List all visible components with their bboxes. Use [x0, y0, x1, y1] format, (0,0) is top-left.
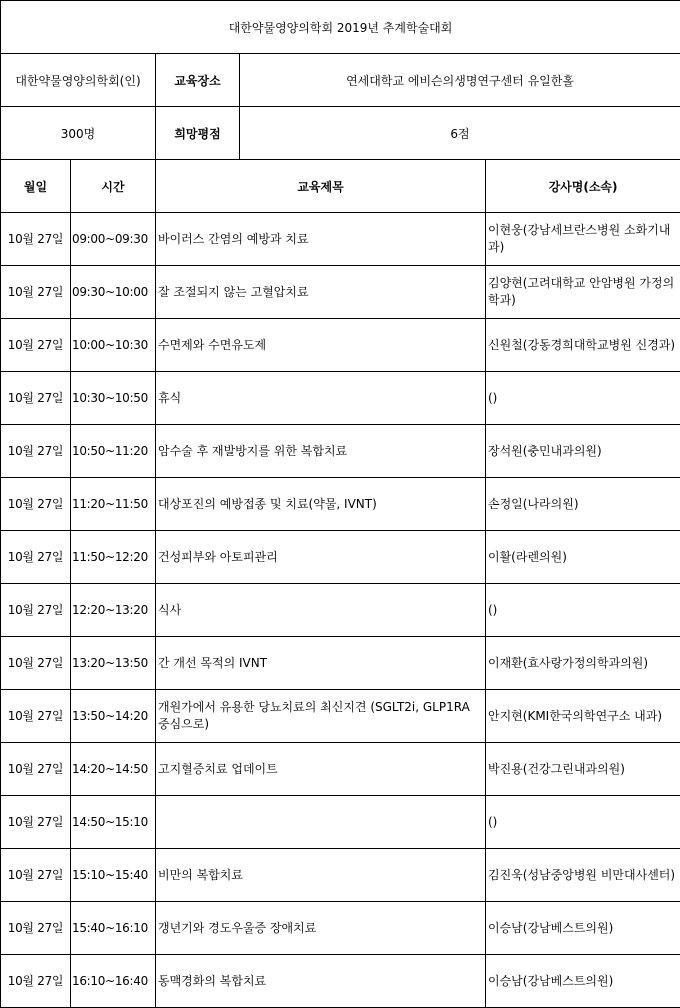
points-value: 6점 [240, 107, 680, 160]
table-row [1, 319, 680, 372]
table-row [1, 796, 680, 849]
header-time: 시간 [71, 160, 156, 213]
date-cell: 10월 27일 [1, 796, 71, 849]
time-cell: 11:50~12:20 [71, 531, 156, 584]
table-row [1, 743, 680, 796]
time-cell: 15:40~16:10 [71, 902, 156, 955]
table-row [1, 478, 680, 531]
table-row [1, 584, 680, 637]
speaker-cell: 박진용(건강그린내과의원) [486, 743, 680, 796]
points-label: 희망평점 [156, 107, 240, 160]
time-cell: 16:10~16:40 [71, 955, 156, 1008]
table-row [1, 849, 680, 902]
topic-cell [156, 796, 486, 849]
topic-cell: 고지혈증치료 업데이트 [156, 743, 486, 796]
date-cell: 10월 27일 [1, 849, 71, 902]
time-cell: 14:20~14:50 [71, 743, 156, 796]
topic-cell: 수면제와 수면유도제 [156, 319, 486, 372]
speaker-cell: 안지현(KMI한국의학연구소 내과) [486, 690, 680, 743]
speaker-cell: () [486, 372, 680, 425]
topic-cell: 간 개선 목적의 IVNT [156, 637, 486, 690]
speaker-cell: 이승남(강남베스트의원) [486, 902, 680, 955]
table-row [1, 372, 680, 425]
topic-cell: 대상포진의 예방접종 및 치료(약물, IVNT) [156, 478, 486, 531]
topic-cell: 갱년기와 경도우울증 장애치료 [156, 902, 486, 955]
table-row [1, 902, 680, 955]
topic-cell: 잘 조절되지 않는 고혈압치료 [156, 266, 486, 319]
time-cell: 09:30~10:00 [71, 266, 156, 319]
speaker-cell: 이승남(강남베스트의원) [486, 955, 680, 1008]
date-cell: 10월 27일 [1, 690, 71, 743]
speaker-cell: 이현웅(강남세브란스병원 소화기내과) [486, 213, 680, 266]
date-cell: 10월 27일 [1, 372, 71, 425]
table-row [1, 637, 680, 690]
topic-cell: 바이러스 간염의 예방과 치료 [156, 213, 486, 266]
topic-cell: 식사 [156, 584, 486, 637]
date-cell: 10월 27일 [1, 743, 71, 796]
topic-cell: 암수술 후 재발방지를 위한 복합치료 [156, 425, 486, 478]
table-row [1, 266, 680, 319]
speaker-cell: 김진욱(성남중앙병원 비만대사센터) [486, 849, 680, 902]
header-speaker: 강사명(소속) [486, 160, 680, 213]
time-cell: 12:20~13:20 [71, 584, 156, 637]
time-cell: 14:50~15:10 [71, 796, 156, 849]
topic-cell: 개원가에서 유용한 당뇨치료의 최신지견 (SGLT2i, GLP1RA 중심으로) [156, 690, 486, 743]
speaker-cell: 이활(라렌의원) [486, 531, 680, 584]
time-cell: 13:50~14:20 [71, 690, 156, 743]
venue-value: 연세대학교 에비슨의생명연구센터 유일한홀 [240, 54, 680, 107]
topic-cell: 동맥경화의 복합치료 [156, 955, 486, 1008]
time-cell: 09:00~09:30 [71, 213, 156, 266]
table-row [1, 531, 680, 584]
page-title: 대한약물영양의학회 2019년 추계학술대회 [1, 1, 680, 54]
table-row [1, 213, 680, 266]
date-cell: 10월 27일 [1, 213, 71, 266]
speaker-cell: 손정일(나라의원) [486, 478, 680, 531]
speaker-cell: 김양현(고려대학교 안암병원 가정의학과) [486, 266, 680, 319]
topic-cell: 건성피부와 아토피관리 [156, 531, 486, 584]
header-topic: 교육제목 [156, 160, 486, 213]
organizer-cell: 대한약물영양의학회(인) [1, 54, 156, 107]
time-cell: 10:00~10:30 [71, 319, 156, 372]
time-cell: 15:10~15:40 [71, 849, 156, 902]
speaker-cell: 신원철(강동경희대학교병원 신경과) [486, 319, 680, 372]
date-cell: 10월 27일 [1, 902, 71, 955]
topic-cell: 휴식 [156, 372, 486, 425]
header-date: 월일 [1, 160, 71, 213]
time-cell: 10:50~11:20 [71, 425, 156, 478]
date-cell: 10월 27일 [1, 637, 71, 690]
date-cell: 10월 27일 [1, 266, 71, 319]
capacity-cell: 300명 [1, 107, 156, 160]
venue-label: 교육장소 [156, 54, 240, 107]
speaker-cell: () [486, 584, 680, 637]
speaker-cell: 장석원(충민내과의원) [486, 425, 680, 478]
table-row [1, 955, 680, 1008]
speaker-cell: () [486, 796, 680, 849]
speaker-cell: 이재환(효사랑가정의학과의원) [486, 637, 680, 690]
date-cell: 10월 27일 [1, 319, 71, 372]
topic-cell: 비만의 복합치료 [156, 849, 486, 902]
table-row [1, 690, 680, 743]
time-cell: 11:20~11:50 [71, 478, 156, 531]
date-cell: 10월 27일 [1, 531, 71, 584]
date-cell: 10월 27일 [1, 478, 71, 531]
time-cell: 13:20~13:50 [71, 637, 156, 690]
date-cell: 10월 27일 [1, 955, 71, 1008]
date-cell: 10월 27일 [1, 584, 71, 637]
table-row [1, 425, 680, 478]
date-cell: 10월 27일 [1, 425, 71, 478]
time-cell: 10:30~10:50 [71, 372, 156, 425]
